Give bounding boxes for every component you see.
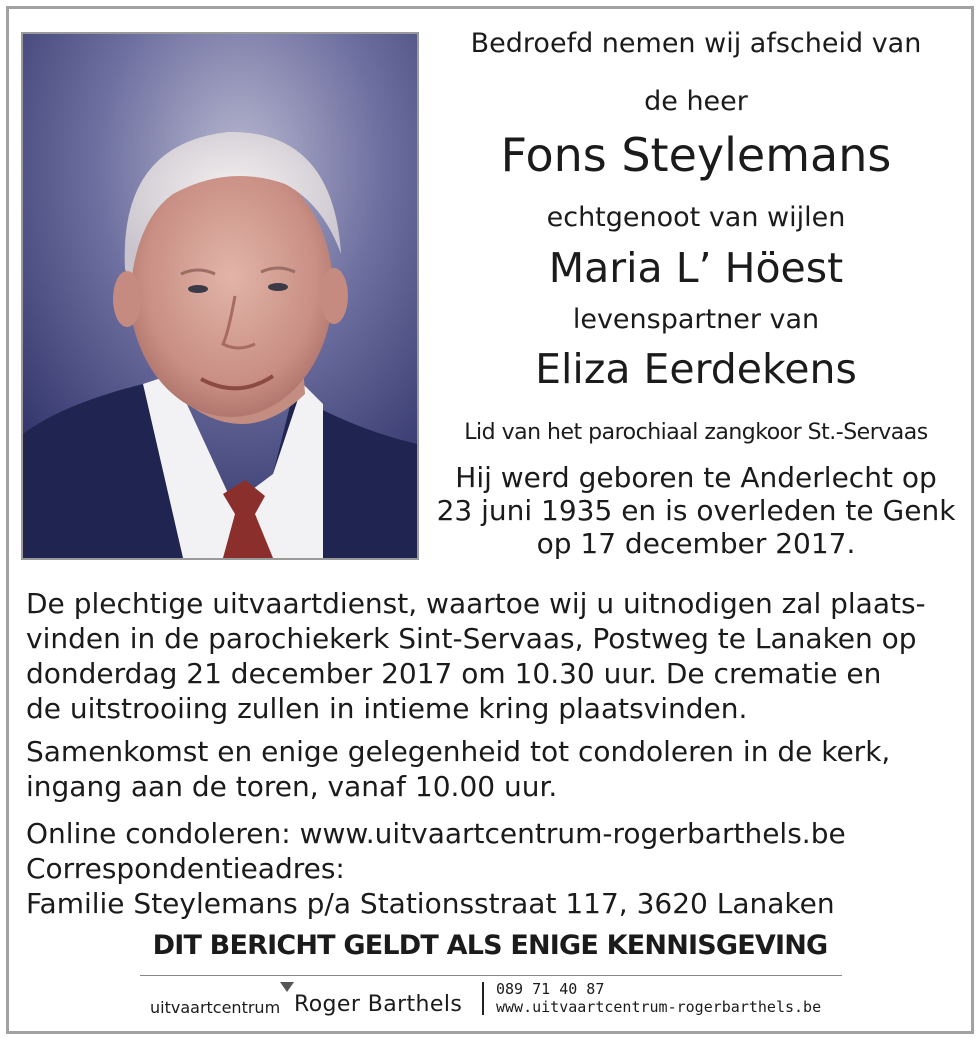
gathering-line-2: ingang aan de toren, vanaf 10.00 uur.: [26, 770, 558, 803]
birth-line-1: Hij werd geboren te Anderlecht op: [455, 461, 937, 494]
portrait-photo: [21, 32, 419, 560]
deceased-name: Fons Steylemans: [500, 128, 892, 182]
footer-separator: [482, 982, 484, 1015]
correspondence-label: Correspondentieadres:: [26, 852, 345, 885]
birth-line-2: 23 juni 1935 en is overleden te Genk: [436, 494, 956, 527]
relation-line-spouse: echtgenoot van wijlen: [546, 202, 846, 233]
portrait-illustration: [23, 34, 417, 558]
footer-website[interactable]: www.uitvaartcentrum-rogerbarthels.be: [496, 998, 822, 1016]
correspondence-address: Familie Steylemans p/a Stationsstraat 117, 3620 Lanaken: [26, 887, 835, 920]
service-line-4: de uitstrooiing zullen in intieme kring plaatsvinden.: [26, 692, 748, 725]
gathering-line-1: Samenkomst en enige gelegenheid tot condoleren in de kerk,: [26, 735, 891, 768]
intro-line: Bedroefd nemen wij afscheid van: [470, 28, 922, 59]
gathering-paragraph: [26, 734, 956, 804]
birth-line-3: op 17 december 2017.: [536, 527, 856, 560]
divider-line: [140, 975, 842, 976]
online-condolence-line: Online condoleren: www.uitvaartcentrum-rogerbarthels.be: [26, 817, 846, 850]
notice-heading: DIT BERICHT GELDT ALS ENIGE KENNISGEVING: [152, 930, 828, 961]
service-line-1: De plechtige uitvaartdienst, waartoe wij u uitnodigen zal plaats-: [26, 587, 926, 620]
partner-name: Eliza Eerdekens: [535, 345, 857, 393]
footer-company-name: Roger Barthels: [294, 992, 463, 1017]
footer-phone: 089 71 40 87: [496, 980, 605, 998]
footer-company-prefix: uitvaartcentrum: [150, 998, 281, 1017]
contact-paragraph: [26, 816, 956, 921]
title-line: de heer: [644, 86, 748, 117]
membership-line: Lid van het parochiaal zangkoor St.-Servaas: [464, 420, 928, 445]
service-line-3: donderdag 21 december 2017 om 10.30 uur. De crematie en: [26, 657, 882, 690]
funeral-home-footer: [0, 980, 980, 1020]
spouse-name: Maria L’ Höest: [548, 244, 844, 292]
relation-line-partner: levenspartner van: [572, 304, 820, 335]
service-paragraph: [26, 586, 956, 726]
service-line-2: vinden in de parochiekerk Sint-Servaas, Postweg te Lanaken op: [26, 622, 917, 655]
triangle-icon: [280, 982, 294, 992]
